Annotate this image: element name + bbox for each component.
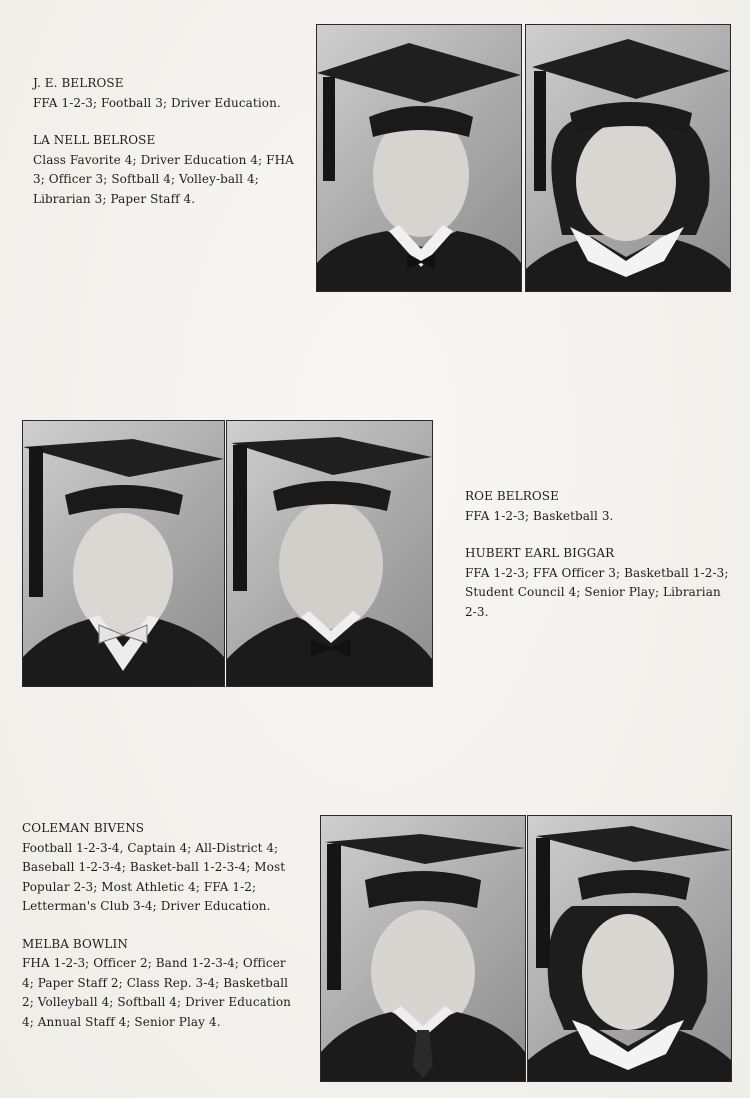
student-portrait bbox=[525, 24, 731, 292]
portrait-graphic bbox=[321, 816, 525, 1081]
student-name: LA NELL BELROSE bbox=[33, 133, 156, 147]
portrait-graphic bbox=[317, 25, 521, 291]
student-activities: FFA 1-2-3; Basketball 3. bbox=[465, 508, 614, 523]
student-activities: FFA 1-2-3; Football 3; Driver Education. bbox=[33, 95, 281, 110]
portrait-graphic bbox=[526, 25, 730, 291]
entry-block-2 bbox=[465, 487, 735, 622]
student-activities: FFA 1-2-3; FFA Officer 3; Basketball 1-2-3; Student Council 4; Senior Play; Librarian 2-3. bbox=[465, 565, 729, 619]
student-activities: Football 1-2-3-4, Captain 4; All-District 4; Baseball 1-2-3-4; Basket-ball 1-2-3-4; Most Popular 2-3; Most Athletic 4; FFA 1-2; Letterman's Club 3-4; Driver Education. bbox=[22, 840, 286, 913]
portrait-graphic bbox=[528, 816, 731, 1081]
entry-block-1 bbox=[33, 74, 295, 209]
entry-block-3 bbox=[22, 819, 294, 1032]
student-name: J. E. BELROSE bbox=[33, 76, 124, 90]
student-name: COLEMAN BIVENS bbox=[22, 821, 145, 835]
student-activities: Class Favorite 4; Driver Education 4; FHA 3; Officer 3; Softball 4; Volley-ball 4; Librarian 3; Paper Staff 4. bbox=[33, 152, 294, 206]
student-name: MELBA BOWLIN bbox=[22, 936, 128, 951]
student-portrait bbox=[527, 815, 732, 1082]
student-activities: FHA 1-2-3; Officer 2; Band 1-2-3-4; Officer 4; Paper Staff 2; Class Rep. 3-4; Basketball 2; Volleyball 4; Softball 4; Driver Education 4; Annual Staff 4; Senior Play 4. bbox=[22, 956, 291, 1029]
portrait-graphic bbox=[23, 421, 224, 686]
student-name: HUBERT EARL BIGGAR bbox=[465, 546, 615, 560]
student-portrait bbox=[22, 420, 225, 687]
student-portrait bbox=[320, 815, 526, 1082]
portrait-graphic bbox=[227, 421, 432, 686]
student-name: ROE BELROSE bbox=[465, 489, 559, 503]
student-portrait bbox=[316, 24, 522, 292]
student-portrait bbox=[226, 420, 433, 687]
